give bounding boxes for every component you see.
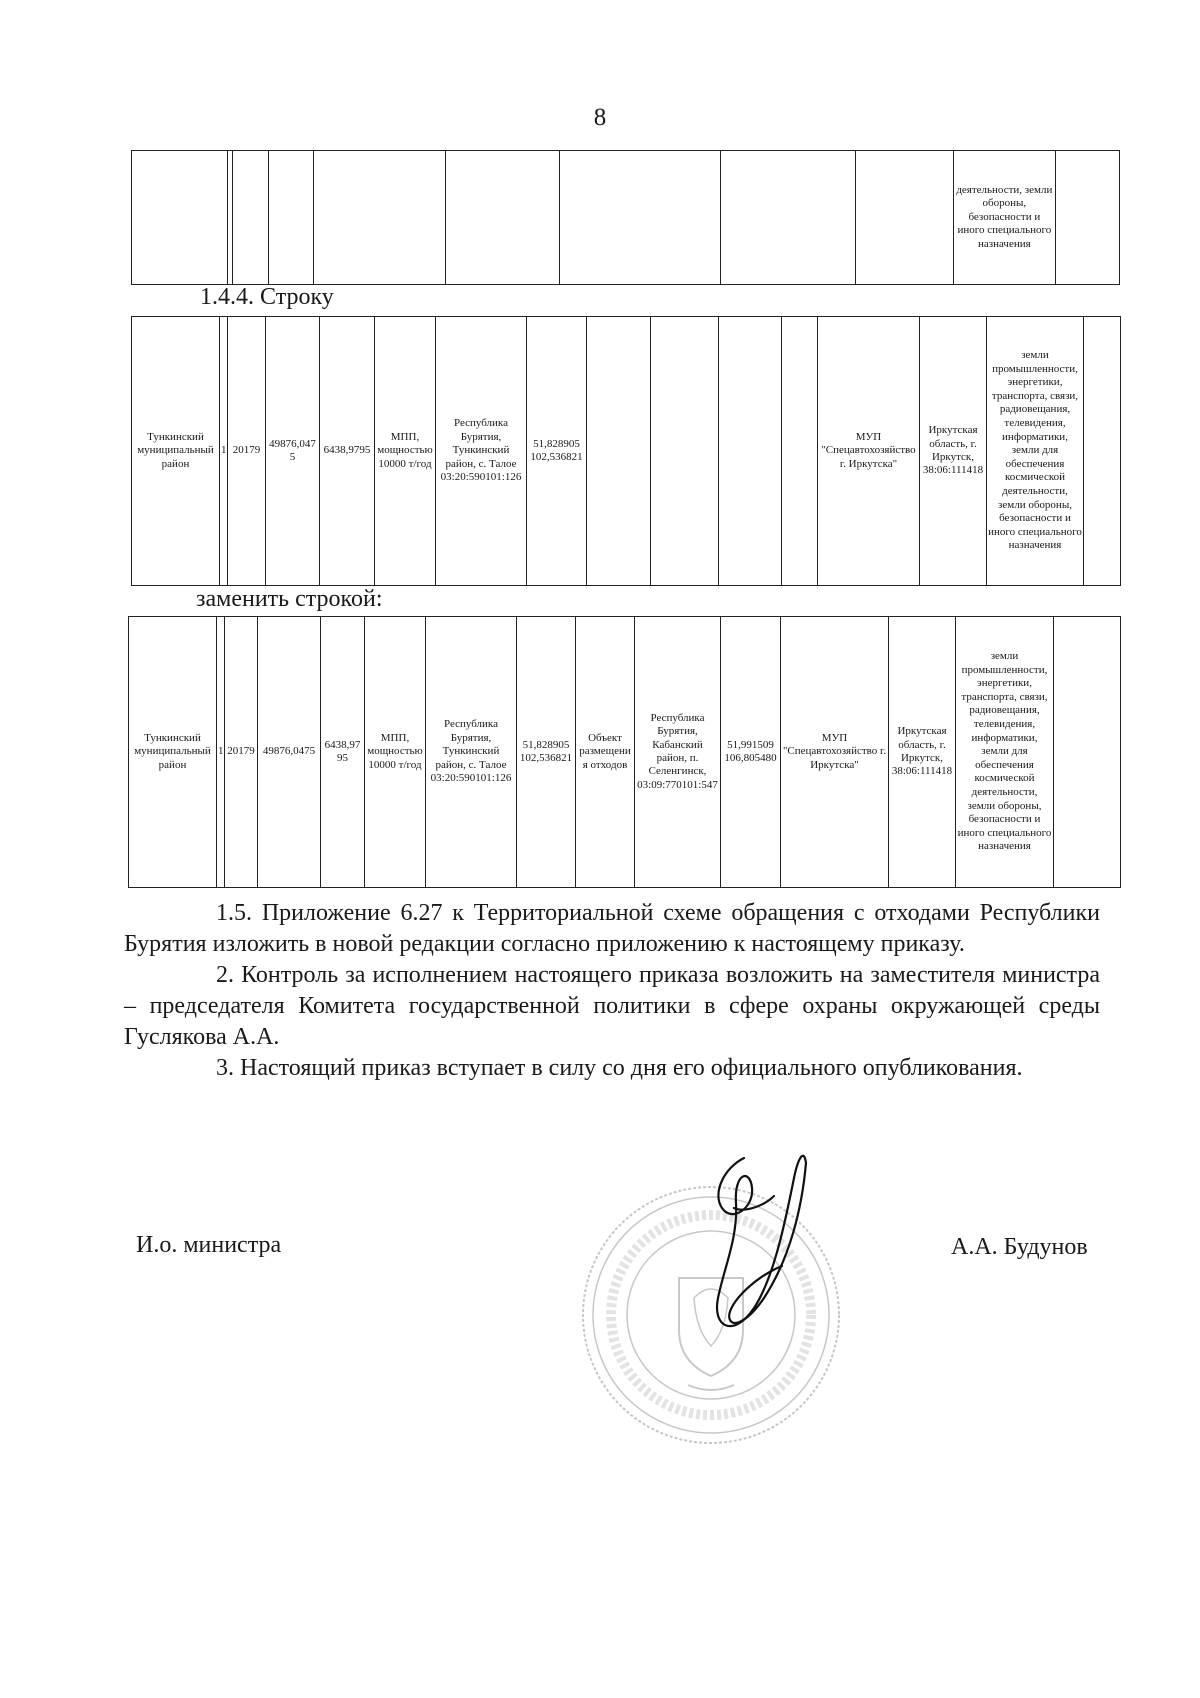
operator-address-cell: Иркутская область, г. Иркутск, 38:06:111418: [889, 617, 956, 888]
table-new-row: [128, 616, 1121, 888]
cell-c8: 51,828905 102,536821: [517, 617, 576, 888]
section-label-row: 1.4.4. Строку: [200, 284, 334, 310]
cell-c9: [587, 317, 651, 586]
table-row: [132, 317, 1121, 586]
land-category-cell: деятельности, земли обороны, безопасности и иного специального назначения: [954, 151, 1056, 285]
cell-c3: 20179: [225, 617, 258, 888]
body-text: [124, 898, 1100, 1084]
cell-c4: 49876,0475: [266, 317, 320, 586]
paragraph: 3. Настоящий приказ вступает в силу со дня его официального опубликования.: [216, 1055, 1023, 1081]
district-cell: Тункинский муниципальный район: [132, 317, 220, 586]
cell-c6: МПП, мощностью 10000 т/год: [375, 317, 436, 586]
cell-c9: Объект размещения отходов: [576, 617, 635, 888]
paragraph: 1.5. Приложение 6.27 к Территориальной схеме обращения с отходами Республики Бурятия изложить в новой редакции согласно приложению к настоящему приказу.: [124, 900, 1100, 957]
land-category-cell: земли промышленности, энергетики, транспорта, связи, радиовещания, телевидения, информатики, земли для обеспечения космической деятельности, земли обороны, безопасности и иного специального назначения: [956, 617, 1054, 888]
table-row: [132, 151, 1120, 285]
table-row: [129, 617, 1121, 888]
paragraph: 2. Контроль за исполнением настоящего приказа возложить на заместителя министра – председателя Комитета государственной политики в сфере охраны окружающей среды Гуслякова А.А.: [124, 962, 1100, 1050]
cell-c2: 1: [217, 617, 225, 888]
cell-c2: 1: [220, 317, 228, 586]
signatory-title: И.о. министра: [136, 1232, 282, 1258]
handwritten-signature-icon: [694, 1148, 834, 1348]
cell-c6: МПП, мощностью 10000 т/год: [365, 617, 426, 888]
cell-c10: [651, 317, 719, 586]
cell-c11: 51,991509 106,805480: [721, 617, 781, 888]
table-continuation: [131, 150, 1120, 285]
cell-c5: 6438,9795: [320, 317, 375, 586]
cell-c4: 49876,0475: [258, 617, 321, 888]
operator-address-cell: Иркутская область, г. Иркутск, 38:06:111418: [920, 317, 987, 586]
cell-c12: [782, 317, 818, 586]
cell-c7: Республика Бурятия, Тункинский район, с. Талое 03:20:590101:126: [426, 617, 517, 888]
signatory-name: А.А. Будунов: [951, 1234, 1088, 1260]
section-label-replace: заменить строкой:: [196, 586, 383, 612]
cell-c7: Республика Бурятия, Тункинский район, с. Талое 03:20:590101:126: [436, 317, 527, 586]
cell-c11: [719, 317, 782, 586]
cell-c8: 51,828905 102,536821: [527, 317, 587, 586]
operator-cell: МУП "Спецавтохозяйство г. Иркутска": [781, 617, 889, 888]
cell-c3: 20179: [228, 317, 266, 586]
cell-c5: 6438,9795: [321, 617, 365, 888]
table-old-row: [131, 316, 1121, 586]
land-category-cell: земли промышленности, энергетики, транспорта, связи, радиовещания, телевидения, информатики, земли для обеспечения космической деятельности, земли обороны, безопасности и иного специального назначения: [987, 317, 1084, 586]
district-cell: Тункинский муниципальный район: [129, 617, 217, 888]
cell-c10: Республика Бурятия, Кабанский район, п. Селенгинск, 03:09:770101:547: [635, 617, 721, 888]
operator-cell: МУП "Спецавтохозяйство г. Иркутска": [818, 317, 920, 586]
page-number: 8: [593, 104, 607, 131]
